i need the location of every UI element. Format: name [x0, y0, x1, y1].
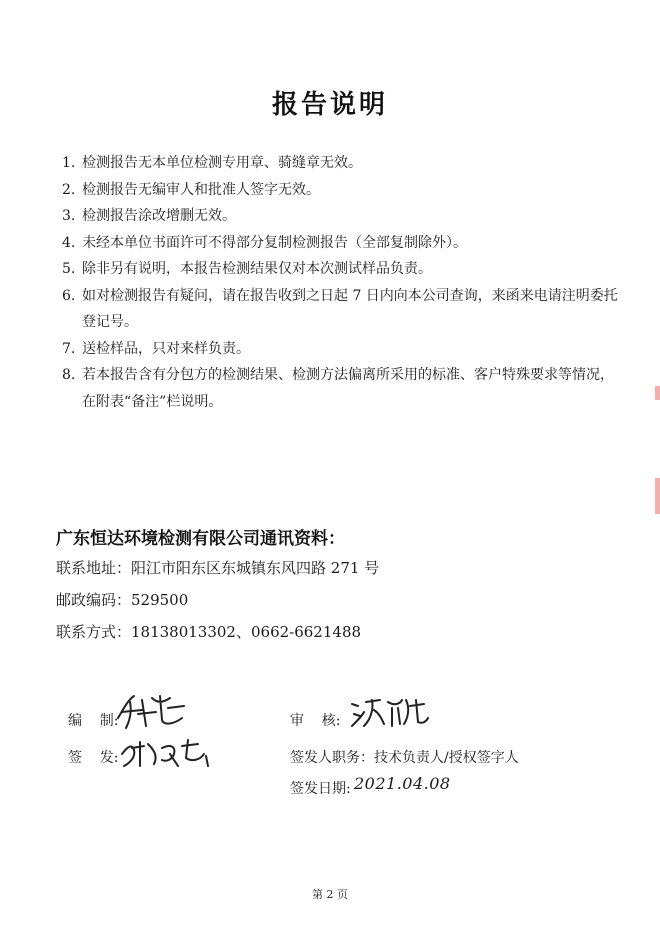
note-number: 1.: [62, 155, 76, 171]
note-item: [62, 150, 622, 177]
compiler-signature: [112, 690, 192, 732]
issue-date-value: 2021.04.08: [354, 774, 451, 793]
issue-date-label: 签发日期:: [290, 781, 351, 797]
note-number: 4.: [62, 234, 76, 251]
compiler-label: 编 制:: [68, 713, 119, 729]
contact-heading: 广东恒达环境检测有限公司通讯资料：: [56, 529, 345, 549]
note-text: 送检样品，只对来样负责。: [82, 340, 250, 357]
note-text: 若本报告含有分包方的检测结果、检测方法偏离所采用的标准、客户特殊要求等情况，在附表“备注”栏说明。: [82, 367, 614, 410]
contact-address: 联系地址：阳江市阳东区东城镇东风四路 271 号: [56, 559, 380, 577]
note-item: [62, 362, 622, 415]
note-text: 检测报告无本单位检测专用章、骑缝章无效。: [82, 155, 362, 171]
note-number: 6.: [62, 287, 76, 304]
reviewer-signature: [348, 694, 432, 730]
note-number: 7.: [62, 340, 76, 357]
note-number: 2.: [62, 181, 76, 198]
reviewer-label: 审 核:: [290, 713, 341, 729]
note-item: [62, 177, 622, 204]
issuer-role: 签发人职务：技术负责人/授权签字人: [290, 750, 519, 766]
note-number: 8.: [62, 367, 76, 383]
note-item: [62, 283, 622, 336]
notes-list: [62, 150, 622, 415]
seal-edge-mark: [655, 478, 660, 514]
contact-phone: 联系方式：18138013302、0662-6621488: [56, 623, 362, 641]
page-title: 报告说明: [271, 90, 388, 120]
note-number: 5.: [62, 261, 76, 277]
note-text: 检测报告涂改增删无效。: [82, 208, 236, 224]
seal-edge-mark: [655, 386, 660, 400]
note-text: 检测报告无编审人和批准人签字无效。: [82, 181, 320, 198]
note-item: [62, 256, 622, 283]
contact-postal-code: 邮政编码：529500: [56, 591, 189, 609]
note-text: 未经本单位书面许可不得部分复制检测报告（全部复制除外）。: [82, 234, 467, 251]
page-number: 第 2 页: [312, 888, 348, 901]
note-text: 除非另有说明，本报告检测结果仅对本次测试样品负责。: [82, 261, 432, 277]
issuer-label: 签 发:: [68, 750, 119, 766]
note-number: 3.: [62, 208, 76, 224]
issuer-signature: [118, 736, 214, 770]
note-item: [62, 336, 622, 363]
note-item: [62, 230, 622, 257]
note-text: 如对检测报告有疑问，请在报告收到之日起 7 日内向本公司查询，来函来电请注明委托登记号。: [82, 287, 618, 330]
note-item: [62, 203, 622, 230]
